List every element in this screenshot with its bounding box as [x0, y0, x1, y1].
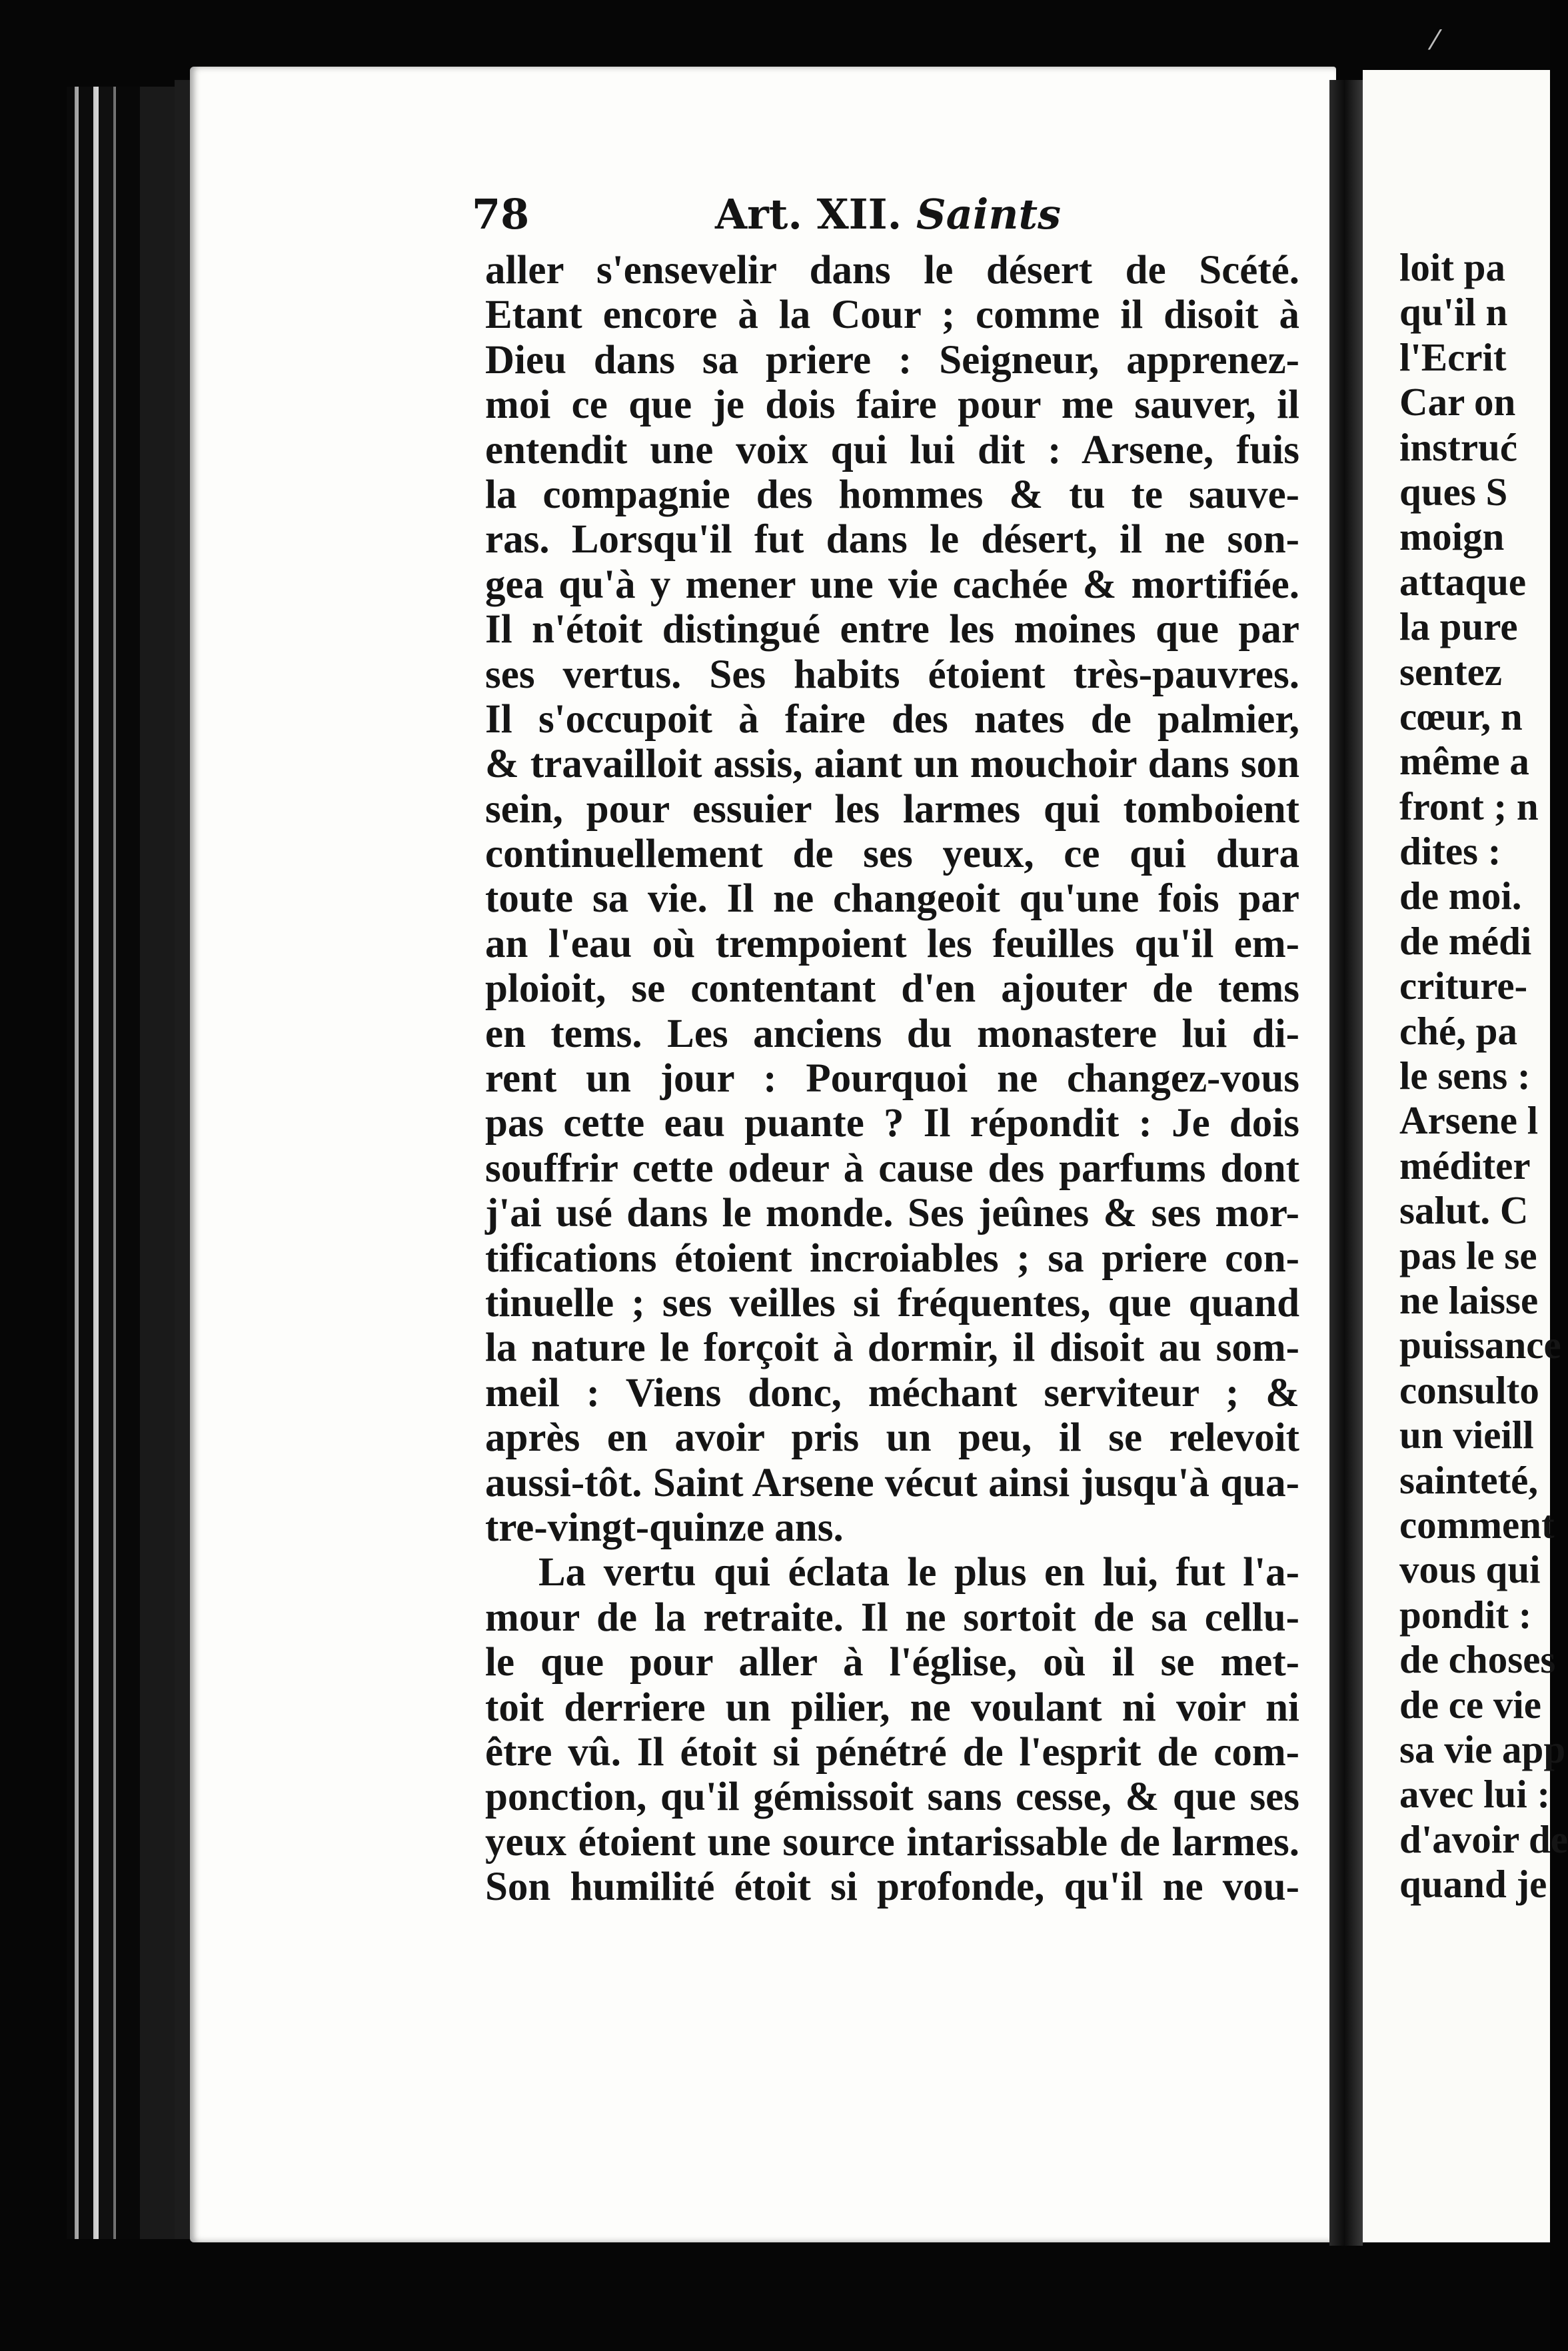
- right-page-line: de ce vie: [1399, 1682, 1541, 1727]
- text-line: meil : Viens donc, méchant serviteur ; &: [485, 1370, 1299, 1415]
- right-page-line: ché, pa: [1399, 1008, 1517, 1053]
- text-line: Son humilité étoit si profonde, qu'il ne vou-: [485, 1865, 1299, 1910]
- text-line: le que pour aller à l'église, où il se met-: [485, 1640, 1299, 1685]
- text-line: être vû. Il étoit si pénétré de l'esprit de com-: [485, 1729, 1299, 1775]
- right-page-line: ques S: [1399, 469, 1508, 514]
- right-page-line: le sens :: [1399, 1054, 1531, 1098]
- right-page-line: d'avoir de: [1399, 1817, 1568, 1861]
- text-line: souffrir cette odeur à cause des parfums dont: [485, 1146, 1299, 1191]
- right-page-line: moign: [1399, 514, 1505, 559]
- right-page-line: sentez: [1399, 649, 1502, 694]
- text-line: sein, pour essuier les larmes qui tomboient: [485, 786, 1299, 832]
- text-line: La vertu qui éclata le plus en lui, fut l'a-: [538, 1550, 1299, 1595]
- text-line: Il n'étoit distingué entre les moines que par: [485, 607, 1299, 652]
- right-page-line: sa vie app: [1399, 1727, 1566, 1771]
- page-number: 78: [472, 190, 530, 239]
- text-line: ponction, qu'il gémissoit sans cesse, & que ses: [485, 1775, 1299, 1820]
- text-line: après en avoir pris un peu, il se relevoit: [485, 1415, 1299, 1461]
- body-text: [485, 248, 1299, 1909]
- running-head-article: Art. XII.: [715, 190, 902, 239]
- right-page-line: front ; n: [1399, 784, 1539, 828]
- right-page-line: instruć: [1399, 424, 1517, 469]
- text-line: gea qu'à y mener une vie cachée & mortifiée.: [485, 562, 1299, 607]
- text-line: tifications étoient incroiables ; sa priere con-: [485, 1235, 1299, 1281]
- right-page-line: cœur, n: [1399, 694, 1523, 738]
- right-page-line: sainteté,: [1399, 1457, 1539, 1502]
- text-line: Etant encore à la Cour ; comme il disoit à: [485, 293, 1299, 338]
- text-line: aller s'ensevelir dans le désert de Scété.: [485, 248, 1299, 293]
- right-page-line: Car on: [1399, 380, 1516, 424]
- right-page-line: comment: [1399, 1502, 1555, 1547]
- right-page-line: quand je: [1399, 1862, 1547, 1907]
- text-line: tinuelle ; ses veilles si fréquentes, que quand: [485, 1280, 1299, 1325]
- text-line: moi ce que je dois faire pour me sauver, il: [485, 383, 1299, 428]
- right-page-line: de médi: [1399, 918, 1532, 963]
- right-page-line: un vieill: [1399, 1413, 1534, 1457]
- text-line: la nature le forçoit à dormir, il disoit au som-: [485, 1325, 1299, 1371]
- right-page-line: de moi.: [1399, 874, 1522, 918]
- text-line: mour de la retraite. Il ne sortoit de sa cellu-: [485, 1595, 1299, 1640]
- running-head: [715, 190, 1061, 239]
- text-line: ses vertus. Ses habits étoient très-pauvres.: [485, 652, 1299, 697]
- text-line: Dieu dans sa priere : Seigneur, apprenez-: [485, 337, 1299, 383]
- text-line: Il s'occupoit à faire des nates de palmier,: [485, 696, 1299, 742]
- text-line: ploioit, se contentant d'en ajouter de tems: [485, 966, 1299, 1012]
- right-page-line: pondit :: [1399, 1592, 1532, 1637]
- corner-pencil-mark: ⁄: [1433, 25, 1437, 56]
- text-line: entendit une voix qui lui dit : Arsene, fuis: [485, 427, 1299, 472]
- text-line: en tems. Les anciens du monastere lui di-: [485, 1011, 1299, 1056]
- page-gutter: [1329, 80, 1363, 2246]
- text-line: toute sa vie. Il ne changeoit qu'une fois par: [485, 876, 1299, 922]
- text-line: la compagnie des hommes & tu te sauve-: [485, 472, 1299, 517]
- text-line: j'ai usé dans le monde. Ses jeûnes & ses mor-: [485, 1191, 1299, 1236]
- right-page-line: Arsene l: [1399, 1098, 1539, 1143]
- text-line: aussi-tôt. Saint Arsene vécut ainsi jusqu'à qua-: [485, 1460, 1299, 1505]
- right-page-line: puissance: [1399, 1323, 1561, 1367]
- page-header: [472, 190, 1311, 250]
- right-page-line: criture-: [1399, 964, 1528, 1008]
- right-page-line: vous qui: [1399, 1547, 1541, 1592]
- right-page-line: méditer: [1399, 1143, 1531, 1187]
- text-line: toit derriere un pilier, ne voulant ni voir ni: [485, 1685, 1299, 1730]
- right-page-line: attaque: [1399, 559, 1527, 604]
- text-line: rent un jour : Pourquoi ne changez-vous: [485, 1056, 1299, 1102]
- running-head-italic: Saints: [916, 190, 1061, 239]
- right-page-line: consulto: [1399, 1367, 1539, 1412]
- right-page-line: pas le se: [1399, 1233, 1537, 1277]
- right-page-line: avec lui :: [1399, 1772, 1551, 1817]
- text-line: yeux étoient une source intarissable de larmes.: [485, 1819, 1299, 1865]
- text-line: continuellement de ses yeux, ce qui dura: [485, 832, 1299, 877]
- right-page-line: loit pa: [1399, 245, 1505, 289]
- text-line: & travailloit assis, aiant un mouchoir dans son: [485, 742, 1299, 787]
- text-line: pas cette eau puante ? Il répondit : Je dois: [485, 1101, 1299, 1146]
- right-page-line: même a: [1399, 739, 1529, 784]
- right-page-line: l'Ecrit: [1399, 335, 1507, 379]
- right-page-line: dites :: [1399, 829, 1501, 874]
- right-page-line: de choses: [1399, 1637, 1556, 1682]
- text-line: tre-vingt-quinze ans.: [485, 1505, 844, 1550]
- right-page-line: qu'il n: [1399, 290, 1508, 335]
- right-page-line: la pure: [1399, 604, 1518, 649]
- right-page-line: salut. C: [1399, 1188, 1529, 1233]
- right-page-line: ne laisse: [1399, 1277, 1539, 1322]
- text-line: an l'eau où trempoient les feuilles qu'il em-: [485, 921, 1299, 966]
- right-page-text: [1399, 245, 1568, 1907]
- text-line: ras. Lorsqu'il fut dans le désert, il ne son-: [485, 517, 1299, 562]
